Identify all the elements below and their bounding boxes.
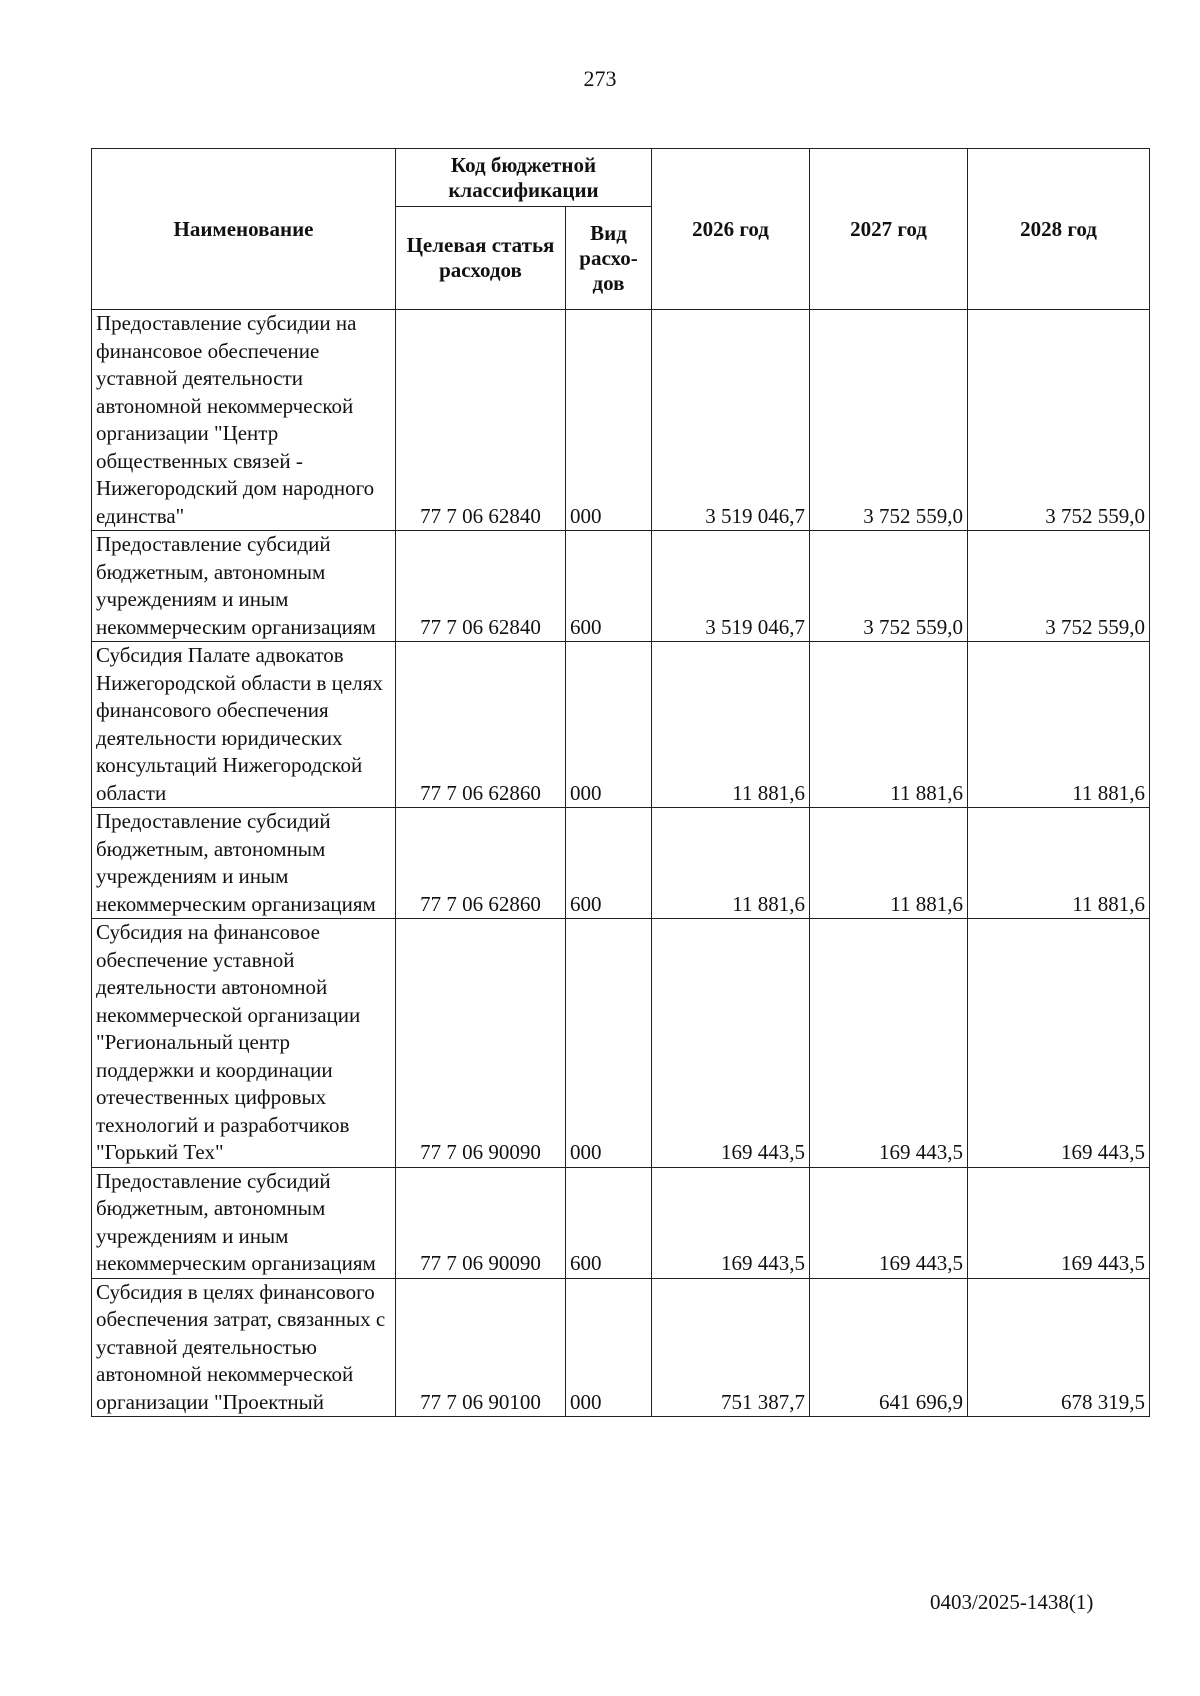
row-target-article: 77 7 06 90100 <box>396 1278 566 1417</box>
row-value-2027: 169 443,5 <box>810 1167 968 1278</box>
row-value-2026: 11 881,6 <box>652 808 810 919</box>
row-target-article: 77 7 06 62860 <box>396 642 566 808</box>
row-expense-kind: 000 <box>566 919 652 1168</box>
row-name: Предоставление субсидий бюджетным, автономным учреждениям и иным некоммерческим организациям <box>92 1167 396 1278</box>
table-header <box>92 149 1150 310</box>
row-value-2027: 641 696,9 <box>810 1278 968 1417</box>
row-value-2027: 11 881,6 <box>810 808 968 919</box>
header-year-2028: 2028 год <box>968 149 1150 310</box>
row-name: Предоставление субсидий бюджетным, автономным учреждениям и иным некоммерческим организациям <box>92 808 396 919</box>
document-code: 0403/2025-1438(1) <box>930 1590 1094 1614</box>
table-body <box>92 310 1150 1417</box>
header-expense-kind: Вид расхо-дов <box>566 207 652 310</box>
table-row <box>92 642 1150 808</box>
row-expense-kind: 000 <box>566 310 652 531</box>
row-target-article: 77 7 06 90090 <box>396 1167 566 1278</box>
row-value-2028: 3 752 559,0 <box>968 310 1150 531</box>
row-value-2027: 11 881,6 <box>810 642 968 808</box>
row-name: Предоставление субсидий бюджетным, автономным учреждениям и иным некоммерческим организациям <box>92 531 396 642</box>
row-value-2028: 678 319,5 <box>968 1278 1150 1417</box>
table-row <box>92 1167 1150 1278</box>
row-name: Субсидия на финансовое обеспечение уставной деятельности автономной некоммерческой организации "Региональный центр поддержки и координации отечественных цифровых технологий и разработчиков "Горький Тех" <box>92 919 396 1168</box>
row-expense-kind: 600 <box>566 1167 652 1278</box>
header-year-2027: 2027 год <box>810 149 968 310</box>
row-value-2028: 11 881,6 <box>968 642 1150 808</box>
row-value-2027: 3 752 559,0 <box>810 310 968 531</box>
row-name: Предоставление субсидии на финансовое обеспечение уставной деятельности автономной некоммерческой организации "Центр общественных связей - Нижегородский дом народного единства" <box>92 310 396 531</box>
header-classification-group: Код бюджетной классификации <box>396 149 652 207</box>
table-row <box>92 531 1150 642</box>
table-row <box>92 1278 1150 1417</box>
row-expense-kind: 000 <box>566 642 652 808</box>
budget-table <box>91 148 1150 1417</box>
row-value-2027: 169 443,5 <box>810 919 968 1168</box>
row-value-2028: 169 443,5 <box>968 1167 1150 1278</box>
table-row <box>92 919 1150 1168</box>
row-target-article: 77 7 06 62860 <box>396 808 566 919</box>
row-target-article: 77 7 06 62840 <box>396 310 566 531</box>
row-value-2026: 169 443,5 <box>652 919 810 1168</box>
row-value-2028: 11 881,6 <box>968 808 1150 919</box>
row-expense-kind: 600 <box>566 808 652 919</box>
row-value-2026: 3 519 046,7 <box>652 310 810 531</box>
row-target-article: 77 7 06 62840 <box>396 531 566 642</box>
row-value-2026: 751 387,7 <box>652 1278 810 1417</box>
header-year-2026: 2026 год <box>652 149 810 310</box>
row-name: Субсидия в целях финансового обеспечения затрат, связанных с уставной деятельностью автономной некоммерческой организации "Проектный <box>92 1278 396 1417</box>
row-value-2026: 169 443,5 <box>652 1167 810 1278</box>
row-name: Субсидия Палате адвокатов Нижегородской области в целях финансового обеспечения деятельности юридических консультаций Нижегородской области <box>92 642 396 808</box>
row-value-2027: 3 752 559,0 <box>810 531 968 642</box>
row-expense-kind: 600 <box>566 531 652 642</box>
row-value-2028: 169 443,5 <box>968 919 1150 1168</box>
row-target-article: 77 7 06 90090 <box>396 919 566 1168</box>
page-number: 273 <box>583 66 617 91</box>
table-row <box>92 808 1150 919</box>
row-value-2026: 3 519 046,7 <box>652 531 810 642</box>
header-name: Наименование <box>92 149 396 310</box>
row-value-2028: 3 752 559,0 <box>968 531 1150 642</box>
row-expense-kind: 000 <box>566 1278 652 1417</box>
table-row <box>92 310 1150 531</box>
header-target-article: Целевая статья расходов <box>396 207 566 310</box>
row-value-2026: 11 881,6 <box>652 642 810 808</box>
